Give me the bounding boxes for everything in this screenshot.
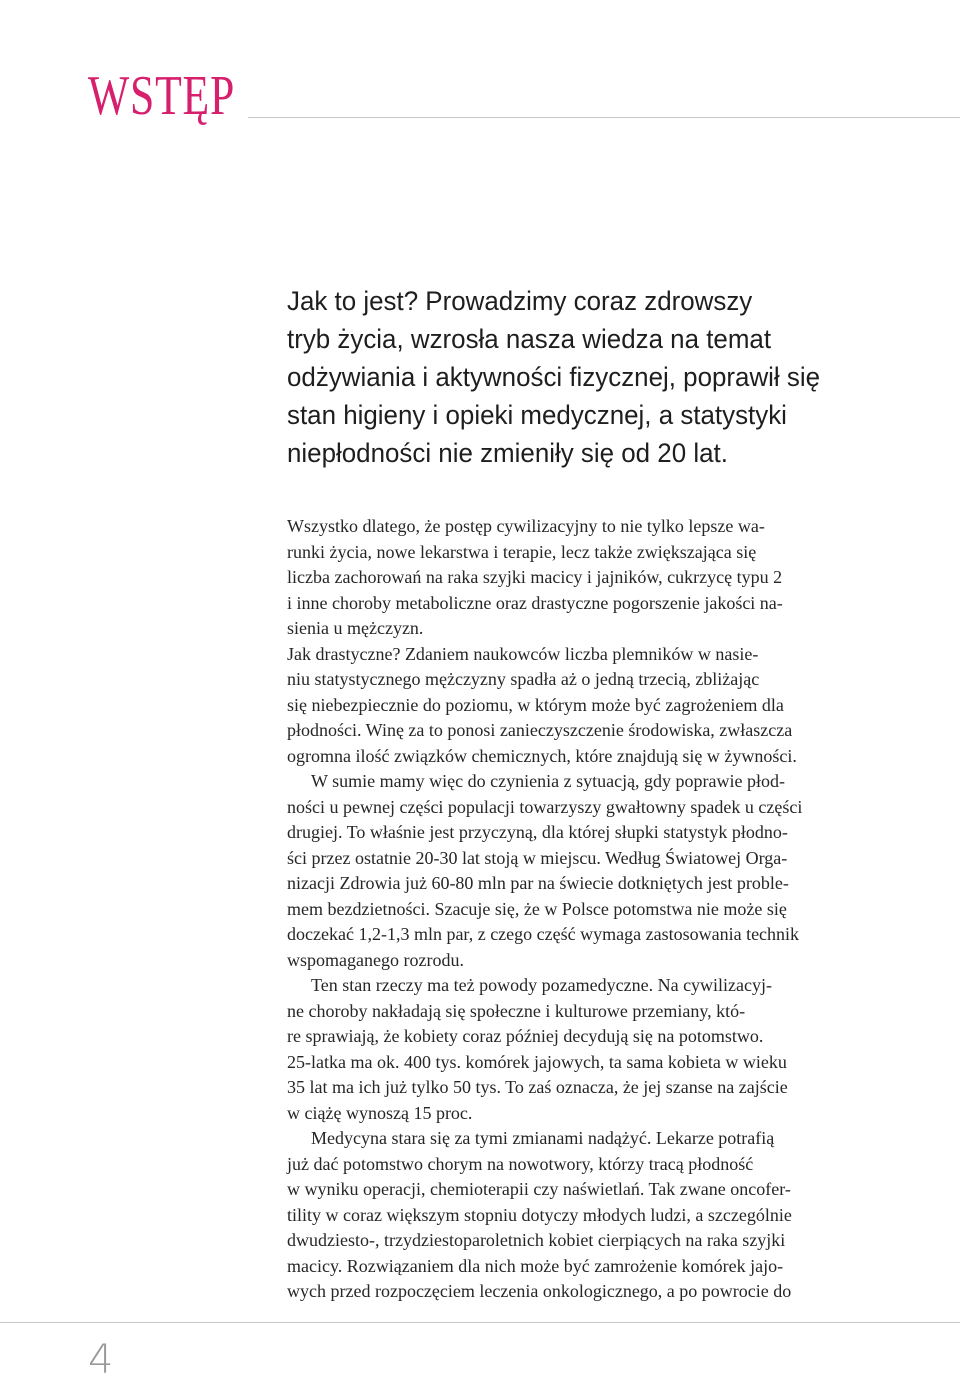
body-paragraph: Jak drastyczne? Zdaniem naukowców liczba plemników w nasie- niu statystycznego mężczyzny spadła aż o jedną trzecią, zbliżając się niebezpiecznie do poziomu, w którym może być zagrożeniem dla płodności. Winę za to ponosi zanieczyszczenie środowiska, zwłaszcza ogromna ilość związków chemicznych, które znajdują się w żywności. <box>287 643 797 766</box>
lead-paragraph: Jak to jest? Prowadzimy coraz zdrowszy tryb życia, wzrosła nasza wiedza na temat odżywiania i aktywności fizycznej, poprawił się stan higieny i opieki medycznej, a statystyki niepłodności nie zmieniły się od 20 lat. <box>287 286 821 468</box>
body-text <box>287 514 852 1305</box>
header-divider <box>248 117 960 118</box>
page-number: 4 <box>88 1337 114 1383</box>
footer-divider <box>0 1322 960 1323</box>
chapter-title: WSTĘP <box>88 65 236 127</box>
body-paragraph: W sumie mamy więc do czynienia z sytuacją, gdy poprawie płod- ności u pewnej części populacji towarzyszy gwałtowny spadek u części drugiej. To właśnie jest przyczyną, dla której słupki statystyk płodno- ści przez ostatnie 20-30 lat stoją w miejscu. Według Światowej Orga- nizacji Zdrowia już 60-80 mln par na świecie dotkniętych jest proble- mem bezdzietności. Szacuje się, że w Polsce potomstwa nie może się doczekać 1,2-1,3 mln par, z czego część wymaga zastosowania technik wspomaganego rozrodu. <box>287 771 803 970</box>
body-paragraph: Ten stan rzeczy ma też powody pozamedyczne. Na cywilizacyj- ne choroby nakładają się społeczne i kulturowe przemiany, któ- re sprawiają, że kobiety coraz później decydują się na potomstwo. 25-latka ma ok. 400 tys. komórek jajowych, ta sama kobieta w wieku 35 lat ma ich już tylko 50 tys. To zaś oznacza, że jej szanse na zajście w ciążę wynoszą 15 proc. <box>287 975 788 1123</box>
body-paragraph: Wszystko dlatego, że postęp cywilizacyjny to nie tylko lepsze wa- runki życia, nowe lekarstwa i terapie, lecz także zwiększająca się liczba zachorowań na raka szyjki macicy i jajników, cukrzycę typu 2 i inne choroby metaboliczne oraz drastyczne pogorszenie jakości na- sienia u mężczyzn. <box>287 516 783 638</box>
body-paragraph: Medycyna stara się za tymi zmianami nadążyć. Lekarze potrafią już dać potomstwo chorym na nowotwory, którzy tracą płodność w wyniku operacji, chemioterapii czy naświetlań. Tak zwane oncofer- tility w coraz większym stopniu dotyczy młodych ludzi, a szczególnie dwudziesto-, trzydziestoparoletnich kobiet cierpiących na raka szyjki macicy. Rozwiązaniem dla nich może być zamrożenie komórek jajo- wych przed rozpoczęciem leczenia onkologicznego, a po powrocie do <box>287 1128 792 1301</box>
